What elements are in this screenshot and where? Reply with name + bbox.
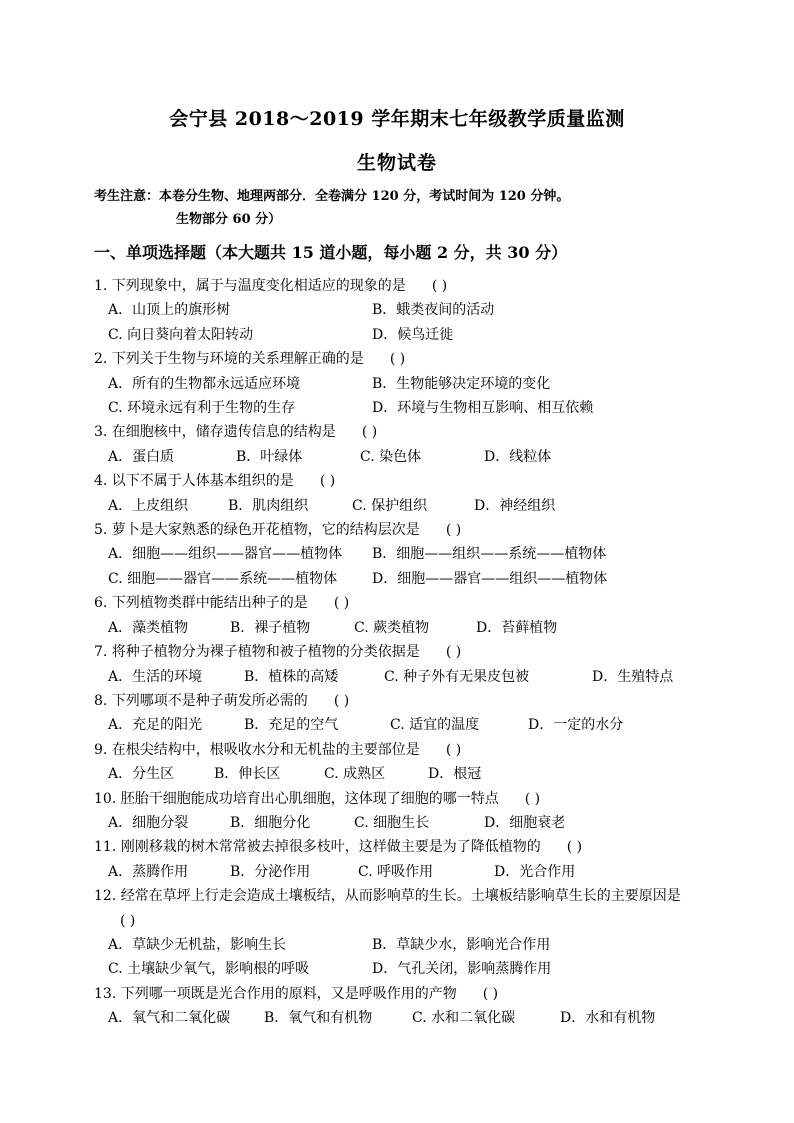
option-row [94,542,704,566]
option-row [94,494,704,518]
option-row [94,372,704,396]
question-stem-text: 5. 萝卜是大家熟悉的绿色开花植物，它的结构层次是 [94,522,420,539]
answer-option: B．细胞分化 [230,814,311,831]
question-item [94,738,704,787]
question-stem-text: 12. 经常在草坪上行走会造成土壤板结，从而影响草的生长。土壤板结影响草生长的主要原因是 [94,888,681,905]
notice-line-1: 考生注意：本卷分生物、地理两部分．全卷满分 120 分，考试时间为 120 分钟。 [94,189,570,204]
answer-option: A．充足的阳光 [108,717,203,734]
question-item [94,469,704,518]
answer-option: D．环境与生物相互影响、相互依赖 [372,400,594,417]
answer-blank: ( ) [445,522,462,539]
answer-option: D．苔藓植物 [476,619,558,636]
answer-option: C. 水和二氧化碳 [412,1010,516,1027]
option-row [94,445,704,469]
answer-blank: ( ) [389,351,406,368]
option-row [94,933,704,957]
question-list [94,274,704,1031]
option-row [94,396,704,420]
answer-option: C. 呼吸作用 [358,863,434,880]
option-row [94,298,704,322]
answer-option: A．藻类植物 [108,619,189,636]
answer-blank: ( ) [482,985,499,1002]
answer-option: D．光合作用 [494,863,576,880]
question-stem-text: 4. 以下不属于人体基本组织的是 [94,473,294,490]
answer-option: C. 染色体 [360,448,422,465]
answer-option: A．蛋白质 [108,448,175,465]
answer-option: D．根冠 [428,766,482,783]
question-stem-text: 7. 将种子植物分为裸子植物和被子植物的分类依据是 [94,644,420,661]
answer-option: A．细胞——组织——器官——植物体 [108,546,343,563]
answer-option: A．所有的生物都永远适应环境 [108,375,301,392]
answer-option: C. 细胞生长 [354,814,430,831]
answer-blank: ( ) [431,278,448,294]
question-stem [94,347,704,371]
answer-option: D．气孔关闭，影响蒸腾作用 [372,961,552,978]
answer-option: A．山顶上的旗形树 [108,302,231,319]
answer-blank: ( ) [445,644,462,661]
question-item [94,518,704,591]
question-stem [94,738,704,762]
answer-option: C. 向日葵向着太阳转动 [108,326,254,343]
question-stem-text: 3. 在细胞核中，储存遗传信息的结构是 [94,424,336,441]
answer-option: B．分泌作用 [230,863,311,880]
answer-option: A．生活的环境 [108,668,203,685]
answer-option: B．生物能够决定环境的变化 [372,375,551,392]
question-item [94,347,704,420]
exam-title: 会宁县 2018～2019 学年期末七年级教学质量监测 [169,108,625,130]
question-item [94,591,704,640]
answer-blank: ( ) [361,424,378,441]
answer-option: B．叶绿体 [236,448,303,465]
question-item [94,689,704,738]
question-stem [94,787,704,811]
answer-option: C. 成熟区 [324,766,386,783]
question-stem-text: 11. 刚刚移栽的树木常常被去掉很多枝叶，这样做主要是为了降低植物的 [94,839,541,856]
answer-blank: ( ) [120,912,136,929]
exam-subtitle: 生物试卷 [356,152,437,174]
answer-option: B．细胞——组织——系统——植物体 [372,546,607,563]
answer-blank: ( ) [566,839,583,856]
question-stem-text: 9. 在根尖结构中，根吸收水分和无机盐的主要部位是 [94,741,420,758]
option-row [94,957,704,981]
answer-blank: ( ) [445,741,462,758]
answer-option: A．分生区 [108,766,175,783]
answer-blank: ( ) [333,692,350,709]
question-stem-text: 6. 下列植物类群中能结出种子的是 [94,595,308,612]
question-stem [94,420,704,444]
answer-option: C. 保护组织 [352,497,428,514]
question-item [94,835,704,884]
answer-option: B．伸长区 [214,766,281,783]
question-stem [94,518,704,542]
notice-line-2: 生物部分 60 分） [176,212,282,227]
answer-option: C. 适宜的温度 [390,717,480,734]
answer-blank: ( ) [319,473,336,490]
question-stem-text: 2. 下列关于生物与环境的关系理解正确的是 [94,351,364,368]
answer-option: D．细胞——器官——组织——植物体 [372,570,608,587]
exam-notice [94,185,569,231]
question-stem [94,640,704,664]
answer-option: B．草缺少水，影响光合作用 [372,936,551,953]
answer-blank: ( ) [524,790,541,807]
answer-option: C. 种子外有无果皮包被 [384,668,530,685]
question-item [94,274,704,347]
answer-option: D．神经组织 [474,497,556,514]
question-item [94,420,704,469]
answer-option: A．细胞分裂 [108,814,189,831]
answer-option: A．蒸腾作用 [108,863,189,880]
question-item [94,787,704,836]
question-stem-text: 10. 胚胎干细胞能成功培育出心肌细胞，这体现了细胞的哪一特点 [94,790,499,807]
option-row [94,713,704,737]
option-row [94,762,704,786]
question-stem [94,884,704,933]
answer-option: C. 环境永远有利于生物的生存 [108,400,296,417]
answer-option: D．候鸟迁徙 [372,326,454,343]
option-row [94,567,704,591]
option-row [94,811,704,835]
answer-option: A．上皮组织 [108,497,189,514]
question-stem-text: 1. 下列现象中，属于与温度变化相适应的现象的是 [94,278,406,294]
option-row [94,665,704,689]
answer-option: D．水和有机物 [560,1010,656,1027]
answer-option: D．一定的水分 [528,717,624,734]
question-item [94,640,704,689]
answer-option: C. 蕨类植物 [354,619,430,636]
option-row [94,323,704,347]
option-row [94,1006,704,1030]
option-row [94,616,704,640]
section-heading: 一、单项选择题（本大题共 15 道小题，每小题 2 分，共 30 分） [94,243,568,262]
question-item [94,982,704,1031]
answer-option: A．氧气和二氧化碳 [108,1010,231,1027]
answer-option: C. 细胞——器官——系统——植物体 [108,570,338,587]
option-row [94,860,704,884]
answer-option: D．线粒体 [484,448,552,465]
answer-option: B．氧气和有机物 [264,1010,373,1027]
answer-option: B．植株的高矮 [244,668,339,685]
answer-option: D．生殖特点 [592,668,674,685]
answer-option: B．裸子植物 [230,619,311,636]
answer-option: A．草缺少无机盐，影响生长 [108,936,287,953]
answer-option: B．肌肉组织 [228,497,309,514]
answer-blank: ( ) [333,595,350,612]
answer-option: D．细胞衰老 [484,814,566,831]
question-stem [94,689,704,713]
question-stem [94,469,704,493]
question-stem [94,835,704,859]
answer-option: B．充足的空气 [244,717,339,734]
question-stem [94,591,704,615]
question-item [94,884,704,982]
question-stem [94,982,704,1006]
answer-option: C. 土壤缺少氧气，影响根的呼吸 [108,961,310,978]
question-stem [94,274,704,298]
question-stem-text: 13. 下列哪一项既是光合作用的原料，又是呼吸作用的产物 [94,985,457,1002]
answer-option: B．蛾类夜间的活动 [372,302,495,319]
question-stem-text: 8. 下列哪项不是种子萌发所必需的 [94,692,308,709]
